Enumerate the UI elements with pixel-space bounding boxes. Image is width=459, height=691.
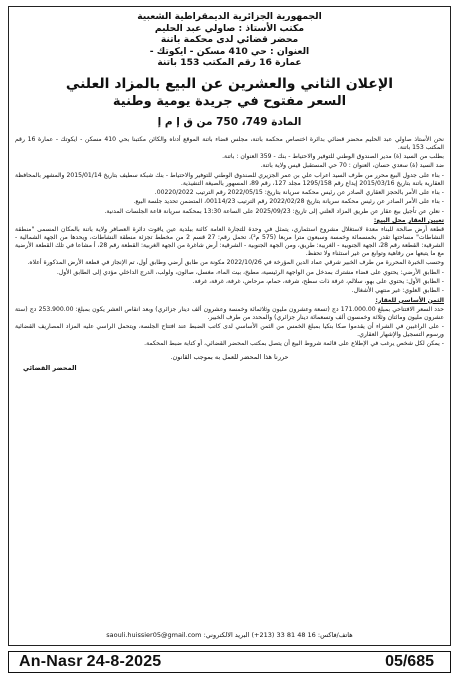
header-line-building: عمارة 16 رقم المكتب 153 باتنة [157,57,302,69]
contact-line [15,631,444,639]
publication-info [19,653,165,671]
section-heading-price: الثمن الأساسي للعقار: [375,296,444,304]
body-paragraph: قطعة أرض صالحة للبناء معدة لاستغلال مشروع استثماري، يتمثل في وحدة للتجارة العامة كائنة ببلدية عين ياقوت دائرة العصافر ولاية باتنة بالمكان المسمى "منطقة النشاطات" مساحتها تقدر بخمسمائة وخمسة وسبعون مترا مربعا (575 م²)، تحمل رقم: 27 قسم 2 من مخطط تجزئة منطقة النشاطات، ويحدها من الجهة الشمالية - الشرقية: القطعة رقم 28، الجهة الجنوبية - الغربية: طريق، ومن الجهة الجنوبية - الشرقية: أرض شاغرة من الجهة الغربية: القطعة رقم 28، أ مشاعا في تلك القطعة الأرضية مع ما يتبعها من رفاهية وتوابع من غير استثناء ولا تحفظ. [15,226,445,257]
closing-statement: حررنا هذا المحضر للعمل به بموجب القانون. [170,353,289,362]
body-paragraph: ضد السيد (ة) سعدي حسان، العنوان : 70 حي المستقبل قيس ولاية باتنة. [260,162,444,170]
signature-label: المحضر القضائي [23,364,77,373]
publication-number: 05/685 [385,653,434,670]
body-paragraph: - الطابق العلوي: غير منتهي الأشغال. [351,287,444,295]
legal-article: المادة 749، 750 من ق إ م إ [157,115,302,128]
body-paragraph: نحن الأستاذ صاولي عبد الحليم محضر قضائي بدائرة اختصاص محكمة باتنة، مجلس قضاء باتنة الموقع أدناه والكائن مكتبنا بحي 410 مسكن - ايكوتك - عمارة 16 رقم المكتب 153 باتنة. [15,135,444,151]
body-paragraph: - على الراغبين في الشراء أن يقدموا صكا بنكيا بمبلغ الخمس من الثمن الأساسي لدى كاتب الضبط عند افتتاح الجلسة، ويتحمل الراسي عليه المزاد المصاريف القضائية ورسوم التسجيل والإشهار العقاري. [15,323,444,338]
header-line-office: مكتب الأستاذ : صاولي عبد الحليم [154,22,305,34]
body-paragraph: - الطابق الأرضي: يحتوي على فضاء مشترك بمدخل من الواجهة الرئيسية، مطبخ، بيت الماء، مغسل، صالون، ولولب، الدرج الداخلي مؤدي إلى الطابق الأول. [56,268,444,276]
contact-email: saouli.huissier05@gmail.com [106,631,202,639]
body-paragraph: بطلب من السيد (ة) مدير الصندوق الوطني للتوفير والاحتياط - بنك - 359 العنوان : باتنة. [222,153,444,161]
header-line-address: العنوان : حي 410 مسكن - ايكوتك - [149,45,310,57]
body-paragraph: - نعلن عن تأجيل بيع عقار عن طريق المزاد العلني إلى تاريخ: 2025/09/23 على الساعة 13:30 بمحكمة سريانة قاعة الجلسات المدنية. [104,207,444,215]
publication-date: 24-8-2025 [86,653,162,670]
header-line-republic: الجمهورية الجزائرية الديمقراطية الشعبية [137,11,322,22]
body-paragraph: - الطابق الأول: يحتوي على بهو، سلالم، غرفة ذات سطح، شرفة، حمام، مرحاض، غرفة، غرفة، غرفة. [192,277,444,285]
body-paragraph: - بناء على الأمر الصادر عن رئيس محكمة سريانة بتاريخ 2022/02/28 رقم الترتيب 00114/23، المتضمن تحديد جلسة البيع. [133,198,444,206]
body-paragraph: - بناء على الأمر بالحجز العقاري الصادر عن رئيس محكمة سريانة بتاريخ: 2022/05/15 رقم الترتيب 00220/2022. [154,188,444,196]
publication-reference-bar [8,651,451,673]
notice-header [15,11,444,69]
section-heading-property: تعيين العقار محل البيع: [373,216,444,224]
body-paragraph: - بناء على جدول البيع محرر من طرف السيد اعراب علي بن عمر الجزيري للصندوق الوطني للتوفير والاحتياط - بنك شبكة سطيف بتاريخ 2015/01/14 والمشهر بالمحافظة العقارية باتنة بتاريخ 2015/03/16 إيداع رقم 1295/158 مجلد 127، رقم 89، المسهور بالصيغة التنفيذية. [15,171,445,187]
notice-body [15,136,444,348]
notice-subtitle: السعر مفتوح في جريدة يومية وطنية [112,93,347,109]
notice-title: الإعلان الثاني والعشرين عن البيع بالمزاد العلني [65,75,394,92]
notice-titles [15,75,444,130]
publication-name: An-Nasr [19,653,83,670]
header-line-court: محضر قضائي لدى محكمة باتنة [160,34,299,46]
body-paragraph: - يمكن لكل شخص يرغب في الإطلاع على قائمة شروط البيع أن يتصل بمكتب المحضر القضائي، أو كتابة ضبط المحكمة. [144,340,444,348]
body-paragraph: حدد السعر الافتتاحي بمبلغ 171.000.00 دج (تسعة وعشرون مليون وثلاثمائة وخمسة وعشرون ألف دينار جزائري) وبعد انقاص العشر يكون بمبلغ: 253.900.00 دج (ستة عشرون مليون ومائتان وثلاثة وخمسون ألف وتسعمائة دينار جزائري) والمحدد من طرف الخبير. [15,305,444,321]
legal-notice [8,6,451,646]
body-paragraph: وحسب الخبرة المحررة من طرف الخبير شرقي عماد الدين المؤرخة في 2022/10/26 مكونة من طابق أرضي وطابق أول، تم الإنجاز في قطعة الأرض المذكورة أعلاه. [27,259,444,267]
contact-label: هاتف/فاكس: 16 48 81 33 (213+) البريد الالكتروني: [203,631,353,639]
